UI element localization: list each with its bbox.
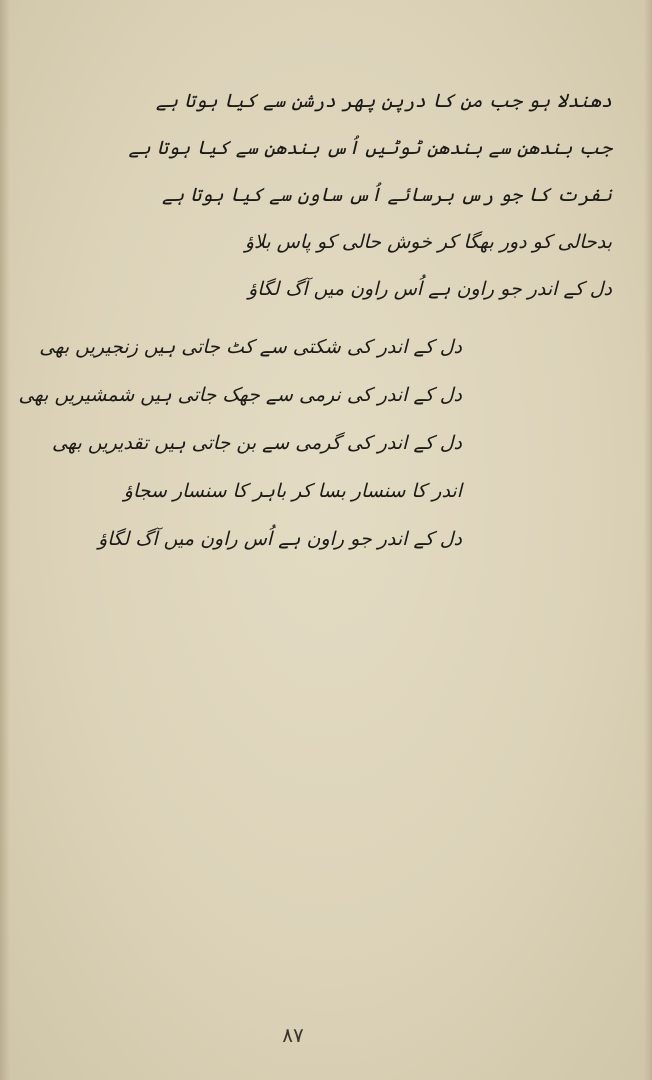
verse-line: دل کے اندر کی نرمی سے جھک جاتی ہیں شمشیریں بھی bbox=[18, 384, 462, 406]
verse-line: جب بندھن سے بندھن ٹوٹیں اُس بندھن سے کیا ہوتا ہے bbox=[128, 137, 612, 159]
verse-line: دل کے اندر کی گرمی سے بن جاتی ہیں تقدیریں بھی bbox=[51, 432, 462, 454]
refrain-line: دل کے اندر جو راون ہے اُس راون میں آگ لگاؤ bbox=[248, 278, 612, 300]
page-edge-right bbox=[644, 0, 652, 1080]
stanza-two bbox=[18, 323, 462, 563]
verse-line: دھندلا ہو جب من کا درپن پھر درشن سے کیا ہوتا ہے bbox=[155, 90, 612, 112]
verse-line: نفرت کا جو رس برسائے اُس ساون سے کیا ہوتا ہے bbox=[161, 184, 612, 206]
stanza-one bbox=[128, 78, 612, 313]
page-number: ۸۷ bbox=[282, 1023, 304, 1047]
verse-line: بدحالی کو دور بھگا کر خوش حالی کو پاس بلاؤ bbox=[244, 231, 612, 253]
page-edge-left bbox=[0, 0, 10, 1080]
refrain-line: دل کے اندر جو راون ہے اُس راون میں آگ لگاؤ bbox=[98, 528, 462, 550]
verse-line: دل کے اندر کی شکتی سے کٹ جاتی ہیں زنجیریں بھی bbox=[39, 336, 462, 358]
verse-line: اندر کا سنسار بسا کر باہر کا سنسار سجاؤ bbox=[123, 480, 462, 502]
